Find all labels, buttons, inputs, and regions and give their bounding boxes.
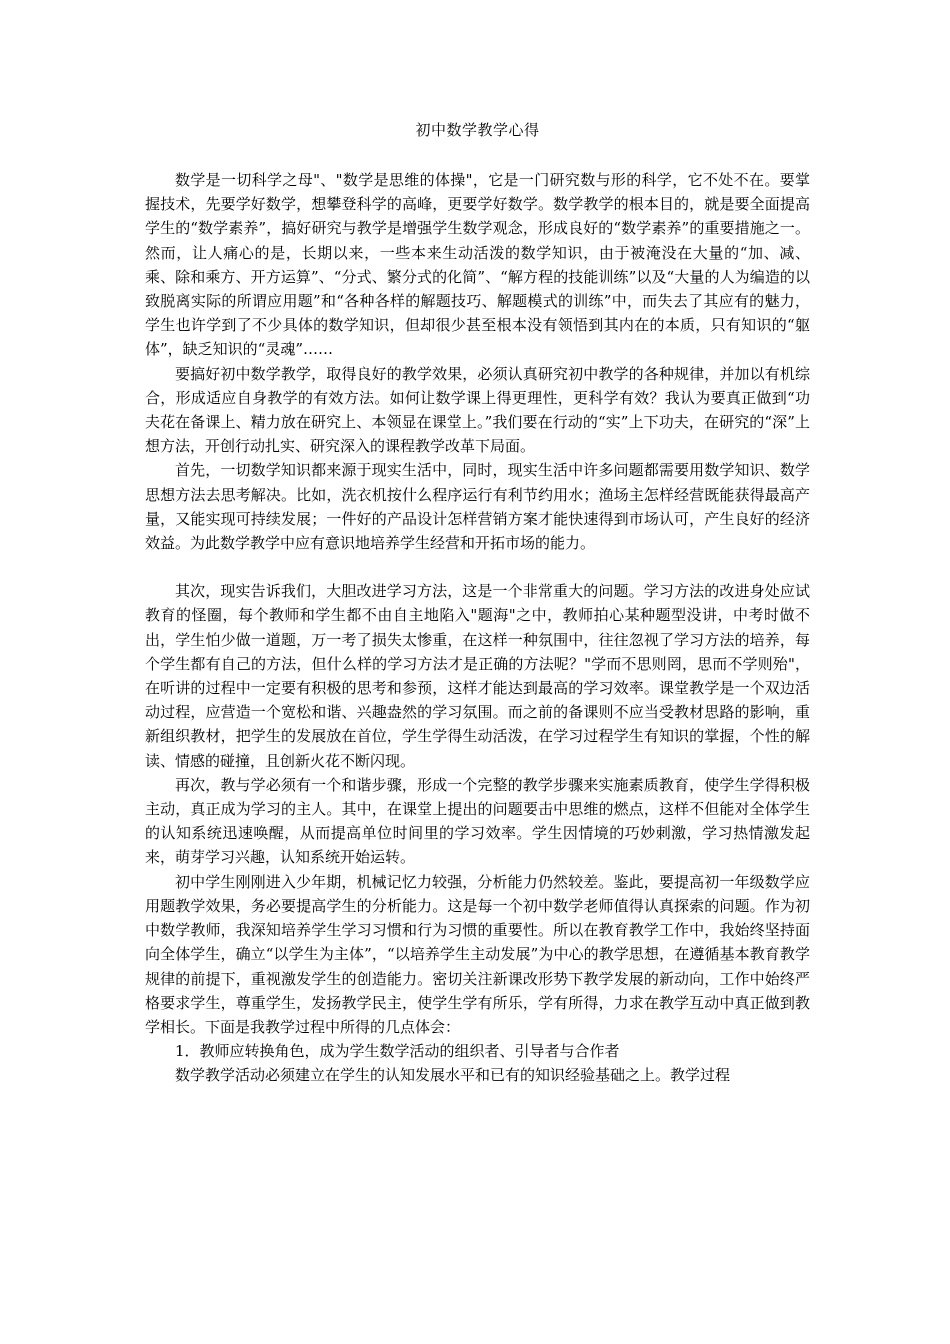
paragraph-first: 首先，一切数学知识都来源于现实生活中，同时，现实生活中许多问题都需要用数学知识、数学思想方法去思考解决。比如，洗衣机按什么程序运行有利节约用水；渔场主怎样经营既能获得最高产量，又能实现可持续发展；一件好的产品设计怎样营销方案才能快速得到市场认可，产生良好的经济效益。为此数学教学中应有意识地培养学生经营和开拓市场的能力。 [145,461,810,553]
paragraph-second: 其次，现实告诉我们，大胆改进学习方法，这是一个非常重大的问题。学习方法的改进身处应试教育的怪圈，每个教师和学生都不由自主地陷入"题海"之中，教师拍心某种题型没讲，中考时做不出，学生怕少做一道题，万一考了损失太惨重，在这样一种氛围中，往往忽视了学习方法的培养，每个学生都有自己的方法，但什么样的学习方法才是正确的方法呢？"学而不思则罔，思而不学则殆"，在听讲的过程中一定要有积极的思考和参预，这样才能达到最高的学习效率。课堂教学是一个双边活动过程，应营造一个宽松和谐、兴趣盎然的学习氛围。而之前的备课则不应当受教材思路的影响，重新组织教材，把学生的发展放在首位，学生学得生动活泼，在学习过程学生有知识的掌握，个性的解读、情感的碰撞，且创新火花不断闪现。 [145,582,810,770]
paragraph-junior-students: 初中学生刚刚进入少年期，机械记忆力较强，分析能力仍然较差。鉴此，要提高初一年级数学应用题教学效果，务必要提高学生的分析能力。这是每一个初中数学老师值得认真探索的问题。作为初中数学教师，我深知培养学生学习习惯和行为习惯的重要性。所以在教育教学工作中，我始终坚持面向全体学生，确立“以学生为主体”，“以培养学生主动发展”为中心的教学思想，在遵循基本教育教学规律的前提下，重视激发学生的创造能力。密切关注新课改形势下教学发展的新动向，工作中始终严格要求学生，尊重学生，发扬教学民主，使学生学有所乐，学有所得，力求在教学互动中真正做到教学相长。下面是我教学过程中所得的几点体会： [145,872,810,1036]
document-page [145,118,810,1088]
paragraph-third: 再次，教与学必须有一个和谐步骤，形成一个完整的教学步骤来实施素质教育，使学生学得积极主动，真正成为学习的主人。其中，在课堂上提出的问题要击中思维的燃点，这样不但能对全体学生的认知系统迅速唤醒，从而提高单位时间里的学习效率。学生因情境的巧妙刺激，学习热情激发起来，萌芽学习兴趣，认知系统开始运转。 [145,775,810,867]
paragraph-point-1-body: 数学教学活动必须建立在学生的认知发展水平和已有的知识经验基础之上。教学过程 [175,1066,731,1085]
paragraph-intro: 数学是一切科学之母"、"数学是思维的体操"，它是一门研究数与形的科学，它不处不在。要掌握技术，先要学好数学，想攀登科学的高峰，更要学好数学。数学教学的根本目的，就是要全面提高学生的“数学素养”，搞好研究与教学是增强学生数学观念，形成良好的“数学素养”的重要措施之一。然而，让人痛心的是，长期以来，一些本来生动活泼的数学知识，由于被淹没在大量的“加、减、乘、除和乘方、开方运算”、“分式、繁分式的化简”、“解方程的技能训练”以及“大量的人为编造的以致脱离实际的所谓应用题”和“各种各样的解题技巧、解题模式的训练”中，而失去了其应有的魅力，学生也许学到了不少具体的数学知识，但却很少甚至根本没有领悟到其内在的本质，只有知识的“躯体”，缺乏知识的“灵魂”…… [145,171,810,359]
paragraph-point-1-heading: 1．教师应转换角色，成为学生数学活动的组织者、引导者与合作者 [175,1042,620,1061]
document-title: 初中数学教学心得 [415,121,540,139]
paragraph-method: 要搞好初中数学教学，取得良好的教学效果，必须认真研究初中教学的各种规律，并加以有机综合，形成适应自身教学的有效方法。如何让数学课上得更理性，更科学有效？我认为要真正做到“功夫花在备课上、精力放在研究上、本领显在课堂上。”我们要在行动的“实”上下功夫，在研究的“深”上想方法，开创行动扎实、研究深入的课程教学改革下局面。 [145,364,810,456]
